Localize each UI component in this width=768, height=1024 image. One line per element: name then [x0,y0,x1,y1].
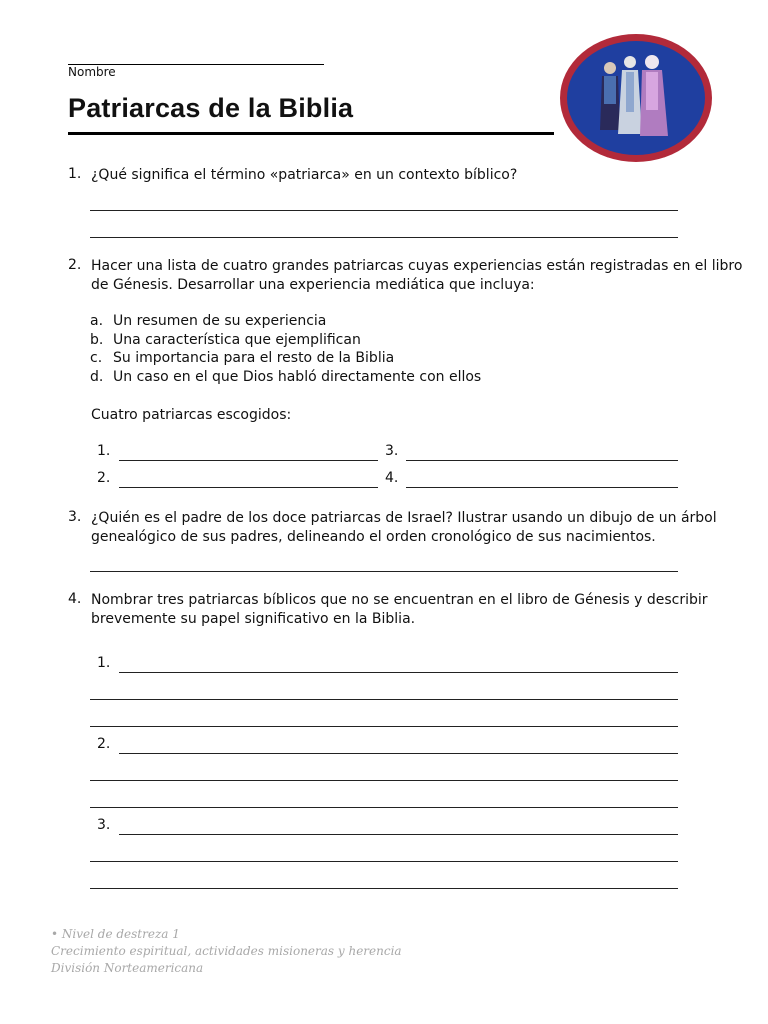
name-label: Nombre [68,65,116,79]
chosen-patriarchs-label: Cuatro patriarcas escogidos: [91,407,292,423]
footer-skill-level: • Nivel de destreza 1 [51,927,180,941]
question-4-number: 4. [68,591,82,607]
footer-category: Crecimiento espiritual, actividades misioneras y herencia [51,944,402,958]
subitem-text: Un caso en el que Dios habló directamente con ellos [113,369,482,385]
footer-division: División Norteamericana [51,961,204,975]
question-3-text-line2: genealógico de sus padres, delineando el orden cronológico de sus nacimientos. [91,529,656,545]
subitem-text: Un resumen de su experiencia [113,313,327,329]
question-3-number: 3. [68,509,82,525]
title-rule [68,132,554,135]
blank-number: 4. [385,470,399,486]
answer-line[interactable] [90,237,678,238]
blank-number: 1. [97,443,111,459]
patriarchs-badge-icon [558,32,714,164]
answer-line[interactable] [90,571,678,572]
subitem-text: Una característica que ejemplifican [113,332,361,348]
question-3-text-line1: ¿Quién es el padre de los doce patriarcas de Israel? Ilustrar usando un dibujo de un árbol [91,510,717,526]
subitem-letter: c. [90,350,103,366]
blank-number: 1. [97,655,111,671]
question-2-text-line1: Hacer una lista de cuatro grandes patriarcas cuyas experiencias están registradas en el libro [91,258,743,274]
subitem-letter: d. [90,369,104,385]
answer-line[interactable] [119,834,678,835]
question-1-number: 1. [68,166,82,182]
answer-line[interactable] [90,861,678,862]
page-title: Patriarcas de la Biblia [68,93,354,123]
subitem-letter: b. [90,332,104,348]
answer-line[interactable] [90,210,678,211]
answer-line[interactable] [406,460,678,461]
answer-line[interactable] [90,726,678,727]
subitem-text: Su importancia para el resto de la Biblia [113,350,395,366]
answer-line[interactable] [119,460,378,461]
blank-number: 2. [97,736,111,752]
answer-line[interactable] [119,753,678,754]
answer-line[interactable] [119,487,378,488]
answer-line[interactable] [406,487,678,488]
answer-line[interactable] [90,699,678,700]
answer-line[interactable] [90,807,678,808]
question-4-text-line1: Nombrar tres patriarcas bíblicos que no se encuentran en el libro de Génesis y describir [91,592,708,608]
answer-line[interactable] [90,780,678,781]
blank-number: 3. [97,817,111,833]
subitem-letter: a. [90,313,104,329]
question-2-text-line2: de Génesis. Desarrollar una experiencia mediática que incluya: [91,277,535,293]
question-1-text: ¿Qué significa el término «patriarca» en un contexto bíblico? [91,167,518,183]
answer-line[interactable] [90,888,678,889]
blank-number: 3. [385,443,399,459]
blank-number: 2. [97,470,111,486]
question-2-number: 2. [68,257,82,273]
answer-line[interactable] [119,672,678,673]
question-4-text-line2: brevemente su papel significativo en la Biblia. [91,611,416,627]
